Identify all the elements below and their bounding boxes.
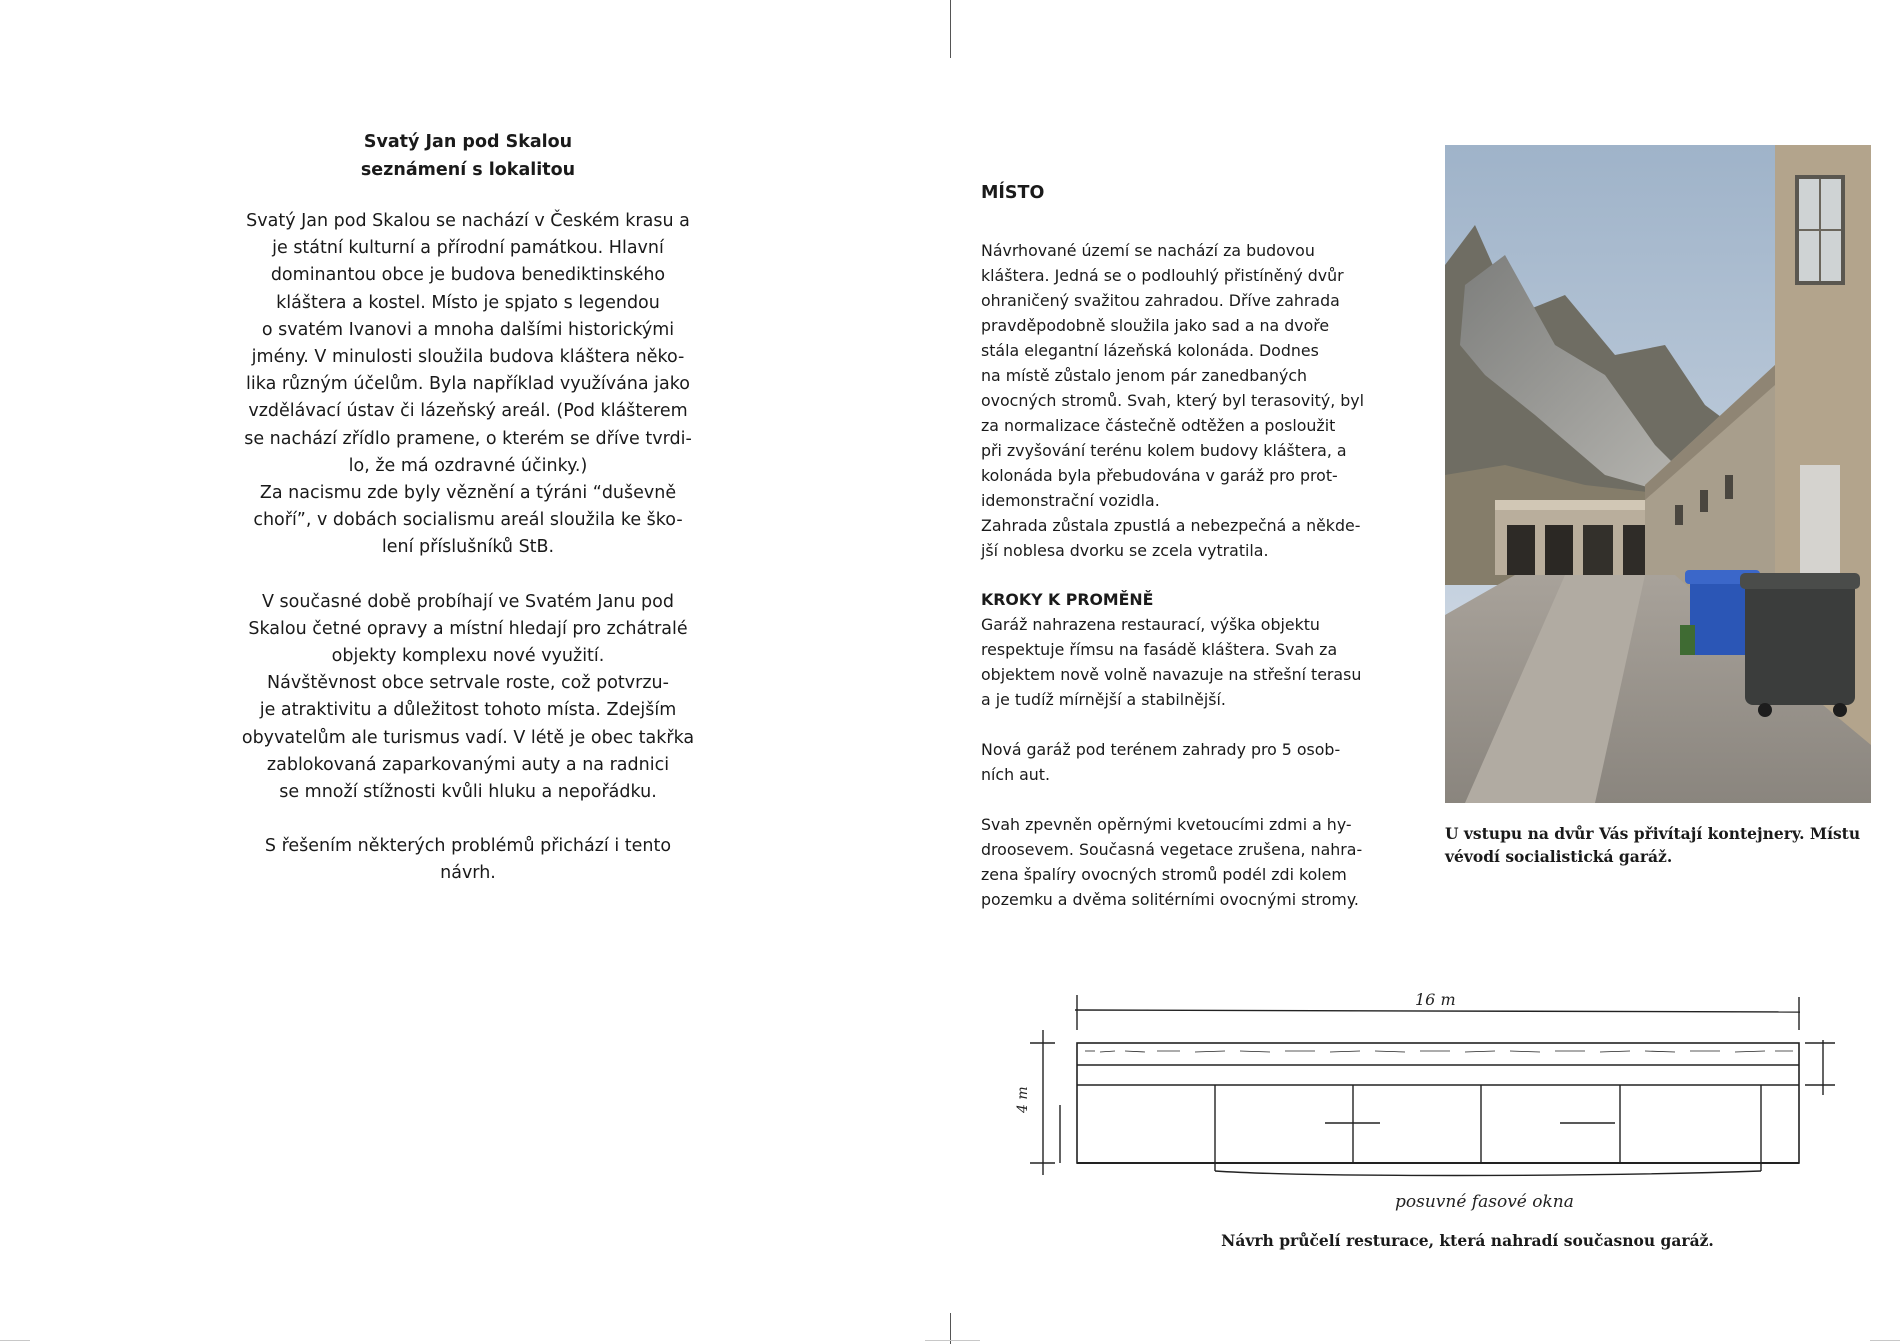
- misto-paragraph: Návrhované území se nachází za budovou kláštera. Jedná se o podlouhlý přistíněný dvůr ohraničený svažitou zahradou. Dříve zahrada pravděpodobně sloužila jako sad a na dvoře stála elegantní lázeňská kolonáda. Dodnes na místě zůstalo jenom pár zanedbaných ovocných stromů. Svah, který byl terasovitý, byl za normalizace částečně odtěžen a posloužit při zvyšování terénu kolem budovy kláštera, a kolonáda byla přebudována v garáž pro prot- idemonstrační vozidla. Zahrada zůstala zpustlá a nebezpečná a někde- jší noblesa dvorku se zcela vytratila.: [981, 241, 1365, 560]
- bottom-rule-center: [925, 1340, 980, 1341]
- closing-paragraph: S řešením některých problémů přichází i tento návrh.: [264, 836, 672, 884]
- current-state-paragraph: V současné době probíhají ve Svatém Janu pod Skalou četné opravy a místní hledají pro zchátralé objekty komplexu nové využití. Návštěvnost obce setrvale roste, což potvrzu- je atraktivitu a důležitost tohoto místa. Zdejším obyvatelům ale turismus vadí. V létě je obec takřka zablokovaná zaparkovanými auty a na radnici se množí stížnosti kvůli hluku a nepořádku.: [241, 591, 695, 803]
- sketch-width-label: 16 m: [1415, 990, 1456, 1009]
- courtyard-photo: [1445, 145, 1871, 803]
- intro-paragraph: Svatý Jan pod Skalou se nachází v Českém krasu a je státní kulturní a přírodní památkou. Hlavní dominantou obce je budova benediktinského kláštera a kostel. Místo je spjato s legendou o svatém Ivanovi a mnoha dalšími historickými jmény. V minulosti sloužila budova kláštera něko- lika různým účelům. Byla například využívána jako vzdělávací ústav či lázeňský areál. (Pod klášterem se nachází zřídlo pramene, o kterém se dříve tvrdi- lo, že má ozdravné účinky.) Za nacismu zde byly věznění a týráni “duševně choří”, v dobách socialismu areál sloužila ke ško- lení příslušníků StB.: [244, 211, 692, 558]
- misto-heading: MÍSTO: [981, 183, 1045, 203]
- kroky-paragraph-garage: Nová garáž pod terénem zahrady pro 5 osob- ních aut.: [981, 740, 1341, 784]
- kroky-paragraph-slope: Svah zpevněn opěrnými kvetoucími zdmi a hy- droosevem. Současná vegetace zrušena, nahra- zena špalíry ovocných stromů podél zdi kolem pozemku a dvěma solitérními ovocnými stromy.: [981, 815, 1363, 909]
- sketch-note-label: posuvné fasové okna: [1395, 1192, 1574, 1212]
- right-text-column: [981, 178, 1391, 912]
- kroky-heading: KROKY K PROMĚNĚ: [981, 590, 1154, 609]
- page-subtitle: seznámení s lokalitou: [360, 160, 576, 180]
- fold-mark-top: [950, 0, 951, 58]
- left-page: [238, 128, 698, 888]
- facade-sketch: [985, 985, 1900, 1240]
- bottom-rule-left: [0, 1340, 30, 1341]
- kroky-paragraph-restaurant: Garáž nahrazena restaurací, výška objektu respektuje římsu na fasádě kláštera. Svah za objektem nově volně navazuje na střešní terasu a je tudíž mírnější a stabilnější.: [981, 615, 1362, 709]
- sketch-caption: Návrh průčelí resturace, která nahradí současnou garáž.: [1221, 1231, 1714, 1250]
- bottom-rule-right: [1870, 1340, 1900, 1341]
- page-title: Svatý Jan pod Skalou: [363, 132, 573, 152]
- sketch-height-label: 4 m: [1015, 1086, 1031, 1113]
- photo-caption: U vstupu na dvůr Vás přivítají kontejnery. Místu vévodí socialistická garáž.: [1445, 824, 1861, 866]
